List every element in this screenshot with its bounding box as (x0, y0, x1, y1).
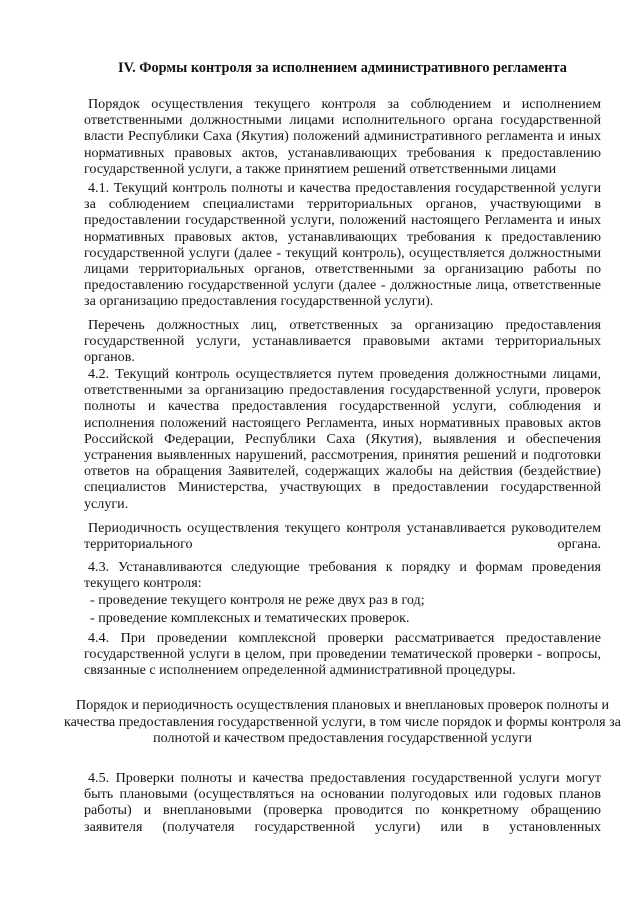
paragraph-4-2: 4.2. Текущий контроль осуществляется путем проведения должностными лицами, ответственными за организацию предоставления государственной услуги, проверок полноты и качества предоставления государственной услуги, соблюдения и исполнения положений настоящего Регламента, иных нормативных правовых актов Российской Федерации, Республики Саха (Якутия), выявления и обеспечения устранения выявленных нарушений, рассмотрения, принятия решений и подготовки ответов на обращения Заявителей, содержащих жалобы на действия (бездействие) специалистов Министерства, участвующих в предоставлении государственной услуги. (84, 366, 601, 512)
paragraph-4-5: 4.5. Проверки полноты и качества предоставления государственной услуги могут быть плановыми (осуществляться на основании полугодовых или годовых планов работы) и внеплановыми (проверка проводится по конкретному обращению заявителя (получателя государственной услуги) или в установленных (84, 770, 601, 835)
subsection-heading: Порядок и периодичность осуществления плановых и внеплановых проверок полноты и качества предоставления государственной услуги, в том числе порядок и формы контроля за полнотой и качеством предоставления государственной услуги (64, 697, 621, 747)
list-item-checks: - проведение комплексных и тематических проверок. (90, 610, 410, 626)
paragraph-intro: Порядок осуществления текущего контроля за соблюдением и исполнением ответственными должностными лицами исполнительного органа государственной власти Республики Саха (Якутия) положений административного регламента и иных нормативных правовых актов, устанавливающих требования к предоставлению государственной услуги, а также принятием решений ответственными лицами (84, 96, 601, 177)
section-heading: IV. Формы контроля за исполнением административного регламента (118, 60, 567, 76)
paragraph-officials-list: Перечень должностных лиц, ответственных за организацию предоставления государственной услуги, устанавливается правовыми актами территориальных органов. (84, 317, 601, 366)
paragraph-4-1: 4.1. Текущий контроль полноты и качества предоставления государственной услуги за соблюдением специалистами территориальных органов, участвующими в предоставлении государственной услуги, положений настоящего Регламента и иных нормативных правовых актов, устанавливающих требования к предоставлению государственной услуги (далее - текущий контроль), осуществляется должностными лицами территориальных органов, ответственными за организацию работы по предоставлению государственной услуги (далее - должностные лица, ответственные за организацию предоставления государственной услуги). (84, 180, 601, 310)
list-item-frequency: - проведение текущего контроля не реже двух раз в год; (90, 592, 425, 608)
paragraph-periodicity: Периодичность осуществления текущего контроля устанавливается руководителем территориального органа. (84, 520, 601, 553)
paragraph-4-3: 4.3. Устанавливаются следующие требования к порядку и формам проведения текущего контроля: (84, 559, 601, 592)
paragraph-4-4: 4.4. При проведении комплексной проверки рассматривается предоставление государственной услуги в целом, при проведении тематической проверки - вопросы, связанные с исполнением определенной административной процедуры. (84, 630, 601, 679)
